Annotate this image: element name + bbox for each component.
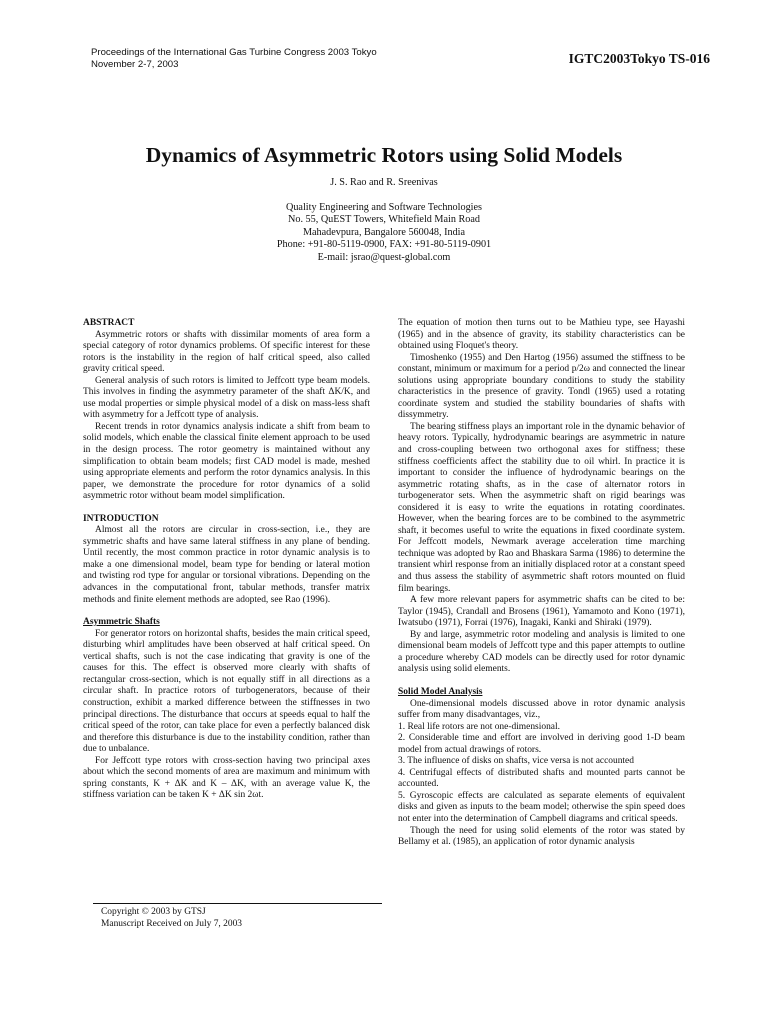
list-item: 5. Gyroscopic effects are calculated as separate elements of equivalent disks and given as inputs to the beam model; otherwise the spin speed does not enter into the determination of Campbell diagrams and critical speeds.: [398, 790, 685, 824]
left-column: [83, 318, 370, 802]
manuscript-received-note: Manuscript Received on July 7, 2003: [101, 919, 243, 929]
paper-title: Dynamics of Asymmetric Rotors using Solid Models: [145, 143, 623, 167]
body-paragraph: Timoshenko (1955) and Den Hartog (1956) assumed the stiffness to be constant, minimum or maximum for a period p/2ω and connected the linear solutions using appropriate boundary conditions to study the stability characteristics in the presence of gravity. Tondl (1965) used a rotating coordinate system and studied the stability boundaries of shafts with dissymmetry.: [398, 352, 685, 421]
list-item: 3. The influence of disks on shafts, vice versa is not accounted: [398, 756, 634, 767]
abstract-heading: ABSTRACT: [83, 318, 135, 328]
asymmetric-shafts-heading: Asymmetric Shafts: [83, 617, 160, 628]
body-paragraph: Though the need for using solid elements of the rotor was stated by Bellamy et al. (1985), an application of rotor dynamic analysis: [398, 825, 685, 848]
authors: J. S. Rao and R. Sreenivas: [330, 177, 438, 188]
affiliation-line: Mahadevpura, Bangalore 560048, India: [302, 226, 466, 238]
introduction-paragraph: Almost all the rotors are circular in cross-section, i.e., they are symmetric shafts and have same lateral stiffness in any plane of bending. Until recently, the most common practice in rotor dynamic analysis is to make a one dimensional model, beam type for bending or lateral motion and twisting rod type for angular or torsional vibrations. Depending on the advances in the computational front, tabular methods, transfer matrix methods and finite element methods are adopted, see Rao (1996).: [83, 525, 370, 605]
abstract-paragraph: General analysis of such rotors is limited to Jeffcott type beam models. This involves in finding the asymmetry parameter of the shaft ΔK/K, and use modal properties or simple physical model of a disk on mass-less shaft with asymmetry for a Jeffcott type of analysis.: [83, 375, 370, 421]
affiliation-email: E-mail: jsrao@quest-global.com: [317, 251, 451, 263]
proceedings-header: [91, 47, 377, 71]
list-item: 1. Real life rotors are not one-dimensional.: [398, 721, 560, 732]
body-paragraph: By and large, asymmetric rotor modeling and analysis is limited to one dimensional beam models of Jeffcott type and this paper attempts to outline a procedure whereby CAD models can be directly used for rotor dynamic analysis using solid elements.: [398, 629, 685, 675]
list-item: 4. Centrifugal effects of distributed shafts and mounted parts cannot be accounted.: [398, 767, 685, 790]
abstract-paragraph: Recent trends in rotor dynamics analysis indicate a shift from beam to solid models, which enable the classical finite element approach to be used in the design process. The rotor geometry is maintained without any simplification to obtain beam models; first CAD model is made, meshed using appropriate elements and perform the rotor dynamics analysis. In this paper, we demonstrate the procedure for rotor dynamics of a solid asymmetric rotor without beam model simplification.: [83, 421, 370, 502]
body-paragraph: The equation of motion then turns out to be Mathieu type, see Hayashi (1965) and in the absence of gravity, its stability characteristics can be obtained using Floquet's theory.: [398, 318, 685, 352]
paper-id: IGTC2003Tokyo TS-016: [568, 51, 710, 66]
body-paragraph: The bearing stiffness plays an important role in the dynamic behavior of heavy rotors. Typically, hydrodynamic bearings are asymmetric in nature and cross-coupling between two orthogonal axes for stiffness; these stiffness coefficients affect the stability due to oil whirl. In practice it is important to consider the influence of hydrodynamic bearings on the asymmetric rotating shafts, as in the case of alternator rotors in turbogenerator sets. When the asymmetric shaft on rigid bearings was considered it is easy to write the equations in rotating coordinates. However, when the bearing forces are to be combined to the asymmetric shaft, it becomes useful to write the equations in fixed coordinate system. For Jeffcott models, Newmark average acceleration time marching technique was adopted by Rao and Bhaskara Sarma (1986) to determine the transient whirl response from an initially displaced rotor at a constant speed and thus assess the stability of asymmetric shaft rotors mounted on fluid film bearings.: [398, 421, 685, 594]
footnote-rule: [93, 903, 382, 904]
solid-model-intro: One-dimensional models discussed above in rotor dynamic analysis suffer from many disadvantages, viz.,: [398, 698, 685, 721]
asymmetric-shafts-paragraph: For generator rotors on horizontal shafts, besides the main critical speed, disturbing whirl amplitudes have been observed at half critical speed. On vertical shafts, such is not the case indicating that gravity is one of the causes for this. The effect is observed more clearly with shafts of rectangular cross-section, which is not equally stiff in all directions as a circular shaft. In practice rotors of turbogenerators, because of their construction, exhibit a marked difference between the stiffnesses in two principal directions. The disturbance that occurs at speeds equal to half the critical speed of the rotor, can take place for even a perfectly balanced disk and therefore this disturbance is due to the instability condition, rather than due to unbalance.: [83, 628, 370, 755]
introduction-heading: INTRODUCTION: [83, 513, 159, 524]
affiliation: [0, 202, 768, 264]
affiliation-line: Quality Engineering and Software Technologies: [285, 202, 482, 213]
affiliation-line: Phone: +91-80-5119-0900, FAX: +91-80-5119-0901: [276, 239, 492, 251]
footnote: [101, 906, 242, 930]
proceedings-line-2: November 2-7, 2003: [91, 59, 179, 70]
copyright-note: Copyright © 2003 by GTSJ: [101, 907, 206, 917]
body-paragraph: A few more relevant papers for asymmetric shafts can be cited to be: Taylor (1945), Crandall and Brosens (1961), Yamamoto and Kono (1971), Iwatsubo (1971), Forrai (1976), Inagaki, Kanki and Shiraki (1979).: [398, 595, 685, 629]
disadvantages-list: [398, 722, 685, 826]
right-column: [398, 318, 685, 849]
asymmetric-shafts-paragraph: For Jeffcott type rotors with cross-section having two principal axes about which the second moments of area are maximum and minimum with spring constants, K + ΔK and K – ΔK, with an average value K, the stiffness variation can be taken K + ΔK sin 2ωt.: [83, 755, 370, 801]
abstract-paragraph: Asymmetric rotors or shafts with dissimilar moments of area form a special category of rotor dynamics problems. Of specific interest for these rotors is the instability in the region of half critical speed, also called gravity critical speed.: [83, 329, 370, 375]
solid-model-heading: Solid Model Analysis: [398, 686, 483, 697]
list-item: 2. Considerable time and effort are involved in deriving good 1-D beam model from actual drawings of rotors.: [398, 733, 685, 755]
proceedings-line-1: Proceedings of the International Gas Turbine Congress 2003 Tokyo: [91, 47, 377, 58]
affiliation-line: No. 55, QuEST Towers, Whitefield Main Road: [288, 214, 480, 226]
